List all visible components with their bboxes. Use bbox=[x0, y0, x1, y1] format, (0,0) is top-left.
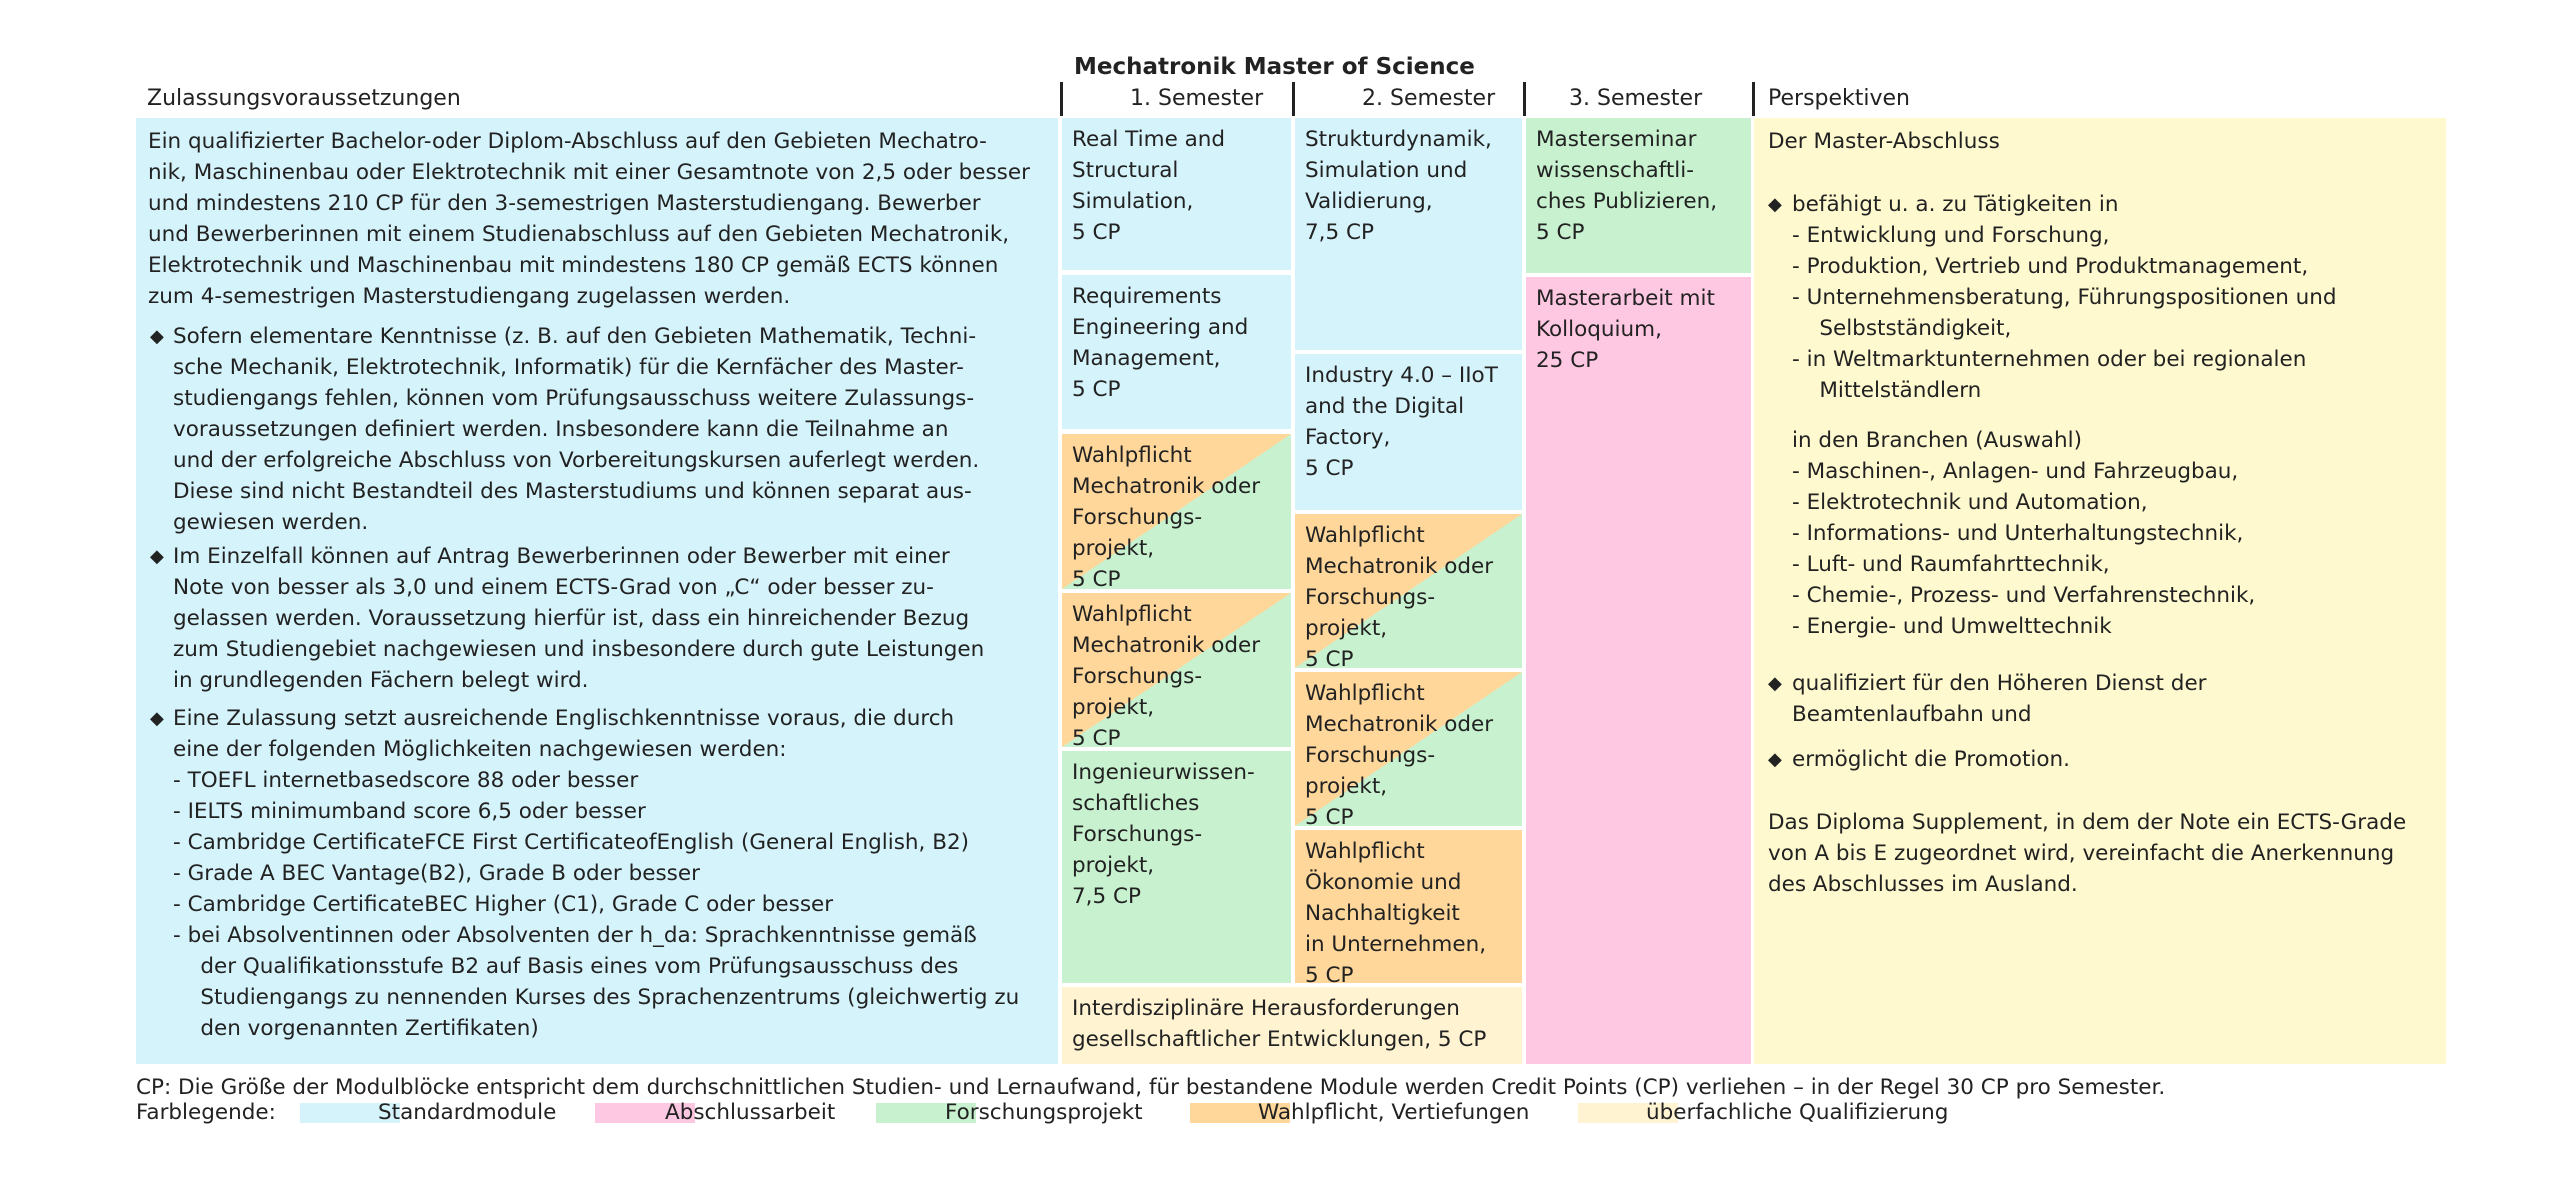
header-semester-2: 2. Semester bbox=[1362, 86, 1496, 111]
bullet-icon: ◆ bbox=[150, 708, 164, 729]
perspektiven-branchen: in den Branchen (Auswahl) - Maschinen-, Anlagen- und Fahrzeugbau, - Elektrotechnik und Automation, - Informations- und Unterhaltungstechnik, - Luft- und Raumfahrttechnik, - Chemie-, Prozess- und Verfahrenstechnik, - Energie- und Umwelttechnik bbox=[1792, 428, 2256, 639]
module-wahlpflicht-mechatronik: Wahlpflicht Mechatronik oder Forschungs- projekt, 5 CP bbox=[1062, 593, 1291, 747]
zulassung-bullet-1: Sofern elementare Kenntnisse (z. B. auf den Gebieten Mathematik, Techni- sche Mechanik, Elektrotechnik, Informatik) für die Kernfächer des Master- studiengangs fehlen, können vom Prüfungsausschuss weitere Zulassungs- voraussetzungen definiert werden. Insbesondere kann die Teilnahme an und der erfolgreiche Abschluss von Vorbereitungskursen auferlegt werden. Diese sind nicht Bestandteil des Masterstudiums und können separat aus- gewiesen werden. bbox=[173, 324, 980, 535]
zulassung-intro: Ein qualifizierter Bachelor-oder Diplom-Abschluss auf den Gebieten Mechatro- nik, Maschinenbau oder Elektrotechnik mit einer Gesamtnote von 2,5 oder besser und mindestens 210 CP für den 3-semestrigen Masterstudiengang. Bewerber und Bewerberinnen mit einem Studienabschluss auf den Gebieten Mechatronik, Elektrotechnik und Maschinenbau mit mindestens 180 CP gemäß ECTS können zum 4-semestrigen Masterstudiengang zugelassen werden. bbox=[148, 129, 1030, 309]
header-semester-1: 1. Semester bbox=[1130, 86, 1264, 111]
bullet-icon: ◆ bbox=[1768, 194, 1782, 215]
legend-standardmodule: Standardmodule bbox=[378, 1100, 557, 1125]
module-requirements-engineering: Requirements Engineering and Management, 5 CP bbox=[1062, 275, 1291, 429]
header-divider bbox=[1060, 82, 1063, 116]
zulassung-bullet-2: Im Einzelfall können auf Antrag Bewerberinnen oder Bewerber mit einer Note von besser als 3,0 und einem ECTS-Grad von „C“ oder besser zu- gelassen werden. Voraussetzung hierfür ist, dass ein hinreichender Bezug zum Studiengebiet nachgewiesen und insbesondere durch gute Leistungen in grundlegenden Fächern belegt wird. bbox=[173, 544, 985, 693]
bullet-icon: ◆ bbox=[1768, 749, 1782, 770]
module-masterseminar: Masterseminar wissenschaftli- ches Publizieren, 5 CP bbox=[1526, 118, 1751, 273]
perspektiven-bullet-3: ermöglicht die Promotion. bbox=[1792, 747, 2070, 772]
module-ingenieurwissenschaftliches-projekt: Ingenieurwissen- schaftliches Forschungs- projekt, 7,5 CP bbox=[1062, 751, 1291, 983]
footer-note: CP: Die Größe der Modulblöcke entspricht dem durchschnittlichen Studien- und Lernaufwand, für bestandene Module werden Credit Points (CP) verliehen – in der Regel 30 CP pro Semester. bbox=[136, 1075, 2166, 1100]
header-zulassung: Zulassungsvoraussetzungen bbox=[147, 86, 461, 111]
perspektiven-bullet-1: befähigt u. a. zu Tätigkeiten in - Entwicklung und Forschung, - Produktion, Vertrieb und Produktmanagement, - Unternehmensberatung, Führungspositionen und Selbstständigkeit, - in Weltmarktunternehmen oder bei regionalen Mittelständlern bbox=[1792, 192, 2337, 403]
legend-label: Farblegende: bbox=[136, 1100, 276, 1125]
bullet-icon: ◆ bbox=[150, 326, 164, 347]
legend-ueberfachliche-qualifizierung: überfachliche Qualifizierung bbox=[1646, 1100, 1949, 1125]
header-divider bbox=[1292, 82, 1295, 116]
module-wahlpflicht-mechatronik: Wahlpflicht Mechatronik oder Forschungs- projekt, 5 CP bbox=[1295, 514, 1522, 668]
module-real-time-structural-simulation: Real Time and Structural Simulation, 5 CP bbox=[1062, 118, 1291, 270]
module-interdisziplinaere-herausforderungen: Interdisziplinäre Herausforderungen gesellschaftlicher Entwicklungen, 5 CP bbox=[1062, 987, 1522, 1064]
legend-forschungsprojekt: Forschungsprojekt bbox=[945, 1100, 1143, 1125]
module-industry-4-0: Industry 4.0 – IIoT and the Digital Factory, 5 CP bbox=[1295, 354, 1522, 510]
perspektiven-bullet-2: qualifiziert für den Höheren Dienst der Beamtenlaufbahn und bbox=[1792, 671, 2207, 727]
legend-abschlussarbeit: Abschlussarbeit bbox=[665, 1100, 836, 1125]
module-strukturdynamik: Strukturdynamik, Simulation und Validierung, 7,5 CP bbox=[1295, 118, 1522, 350]
module-wahlpflicht-oekonomie: Wahlpflicht Ökonomie und Nachhaltigkeit in Unternehmen, 5 CP bbox=[1295, 830, 1522, 983]
perspektiven-closing: Das Diploma Supplement, in dem der Note ein ECTS-Grade von A bis E zugeordnet wird, vereinfacht die Anerkennung des Abschlusses im Ausland. bbox=[1768, 810, 2407, 897]
header-semester-3: 3. Semester bbox=[1569, 86, 1703, 111]
module-wahlpflicht-mechatronik: Wahlpflicht Mechatronik oder Forschungs- projekt, 5 CP bbox=[1062, 434, 1291, 589]
bullet-icon: ◆ bbox=[1768, 673, 1782, 694]
bullet-icon: ◆ bbox=[150, 546, 164, 567]
module-masterarbeit: Masterarbeit mit Kolloquium, 25 CP bbox=[1526, 277, 1751, 1064]
perspektiven-lead: Der Master-Abschluss bbox=[1768, 129, 2000, 154]
module-wahlpflicht-mechatronik: Wahlpflicht Mechatronik oder Forschungs- projekt, 5 CP bbox=[1295, 672, 1522, 826]
legend-wahlpflicht: Wahlpflicht, Vertiefungen bbox=[1258, 1100, 1530, 1125]
header-divider bbox=[1523, 82, 1526, 116]
header-perspektiven: Perspektiven bbox=[1768, 86, 1911, 111]
page-title: Mechatronik Master of Science bbox=[1074, 54, 1475, 80]
zulassung-bullet-3: Eine Zulassung setzt ausreichende Englischkenntnisse voraus, die durch eine der folgenden Möglichkeiten nachgewiesen werden: - TOEFL internetbasedscore 88 oder besser - IELTS minimumband score 6,5 oder besser - Cambridge CertificateFCE First CertificateofEnglish (General English, B2) - Grade A BEC Vantage(B2), Grade B oder besser - Cambridge CertificateBEC Higher (C1), Grade C oder besser - bei Absolventinnen oder Absolventen der h_da: Sprachkenntnisse gemäß der Qualifikationsstufe B2 auf Basis eines vom Prüfungsausschuss des Studiengangs zu nennenden Kurses des Sprachenzentrums (gleichwertig zu den vorgenannten Zertifikaten) bbox=[173, 706, 1020, 1041]
header-divider bbox=[1752, 82, 1755, 116]
